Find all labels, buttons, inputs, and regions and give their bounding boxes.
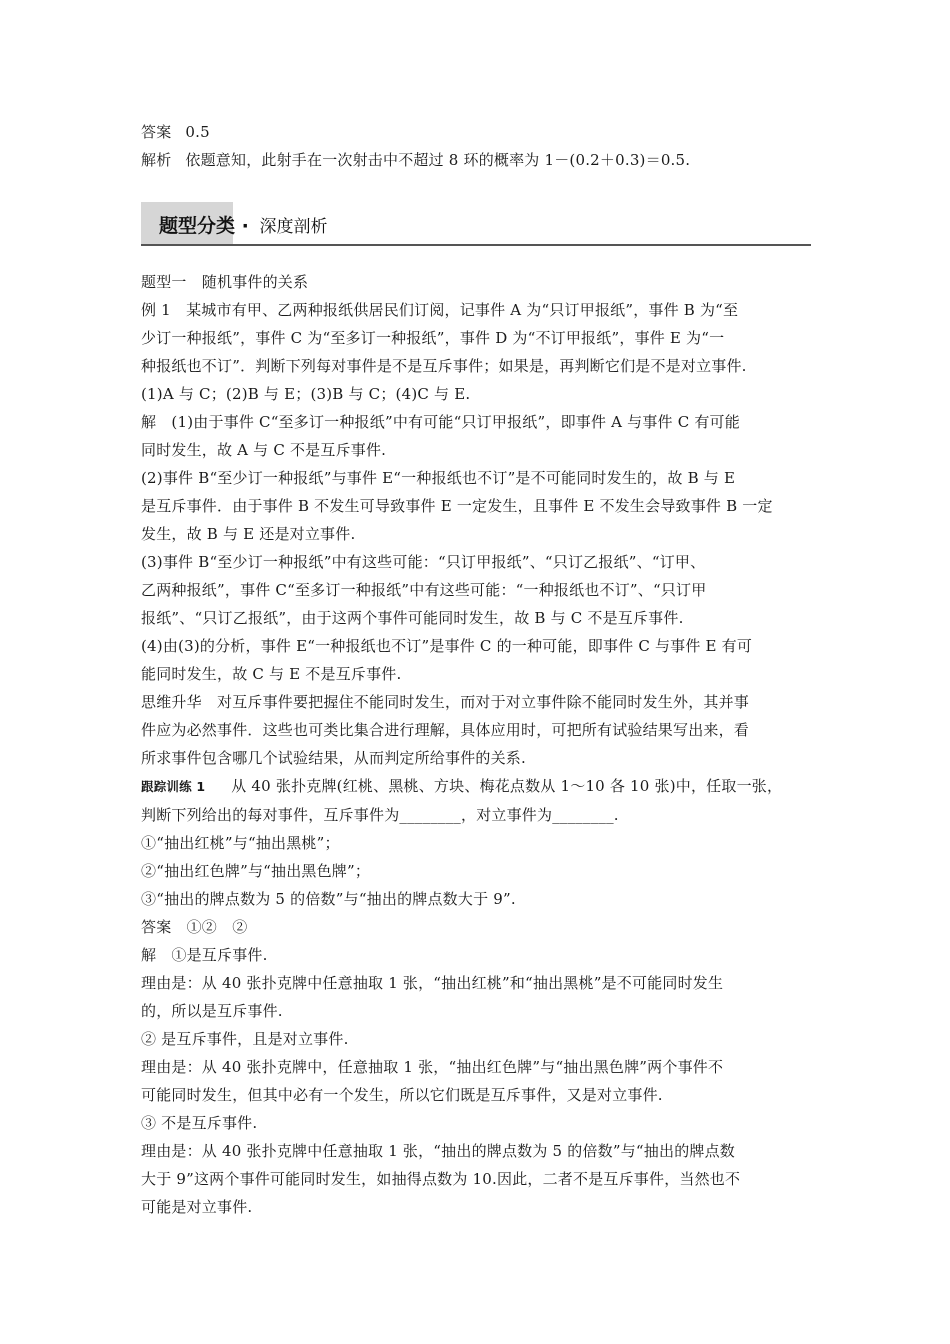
intro-block xyxy=(141,118,811,174)
text-line: 大于 9”这两个事件可能同时发生，如抽得点数为 10.因此，二者不是互斥事件，当然也不 xyxy=(141,1170,741,1188)
text-line: (4)由(3)的分析，事件 E“一种报纸也不订”是事件 C 的一种可能，即事件 C 与事件 E 有可 xyxy=(141,637,753,655)
answer-label: 答案 xyxy=(141,123,172,141)
text-line: ②“抽出红色牌”与“抽出黑色牌”； xyxy=(141,862,371,880)
text-line: 理由是：从 40 张扑克牌中任意抽取 1 张，“抽出红桃”和“抽出黑桃”是不可能同时发生 xyxy=(141,974,724,992)
text-line: 可能是对立事件. xyxy=(141,1198,253,1216)
analysis-text: 依题意知，此射手在一次射击中不超过 8 环的概率为 1－(0.2＋0.3)＝0.5. xyxy=(185,151,691,169)
text-line: 发生，故 B 与 E 还是对立事件. xyxy=(141,525,356,543)
section-subtitle: 深度剖析 xyxy=(259,217,328,237)
text-line: (1)A 与 C；(2)B 与 E；(3)B 与 C；(4)C 与 E. xyxy=(141,385,471,403)
section-title xyxy=(159,211,327,238)
practice-line xyxy=(141,772,811,801)
text-line: 理由是：从 40 张扑克牌中，任意抽取 1 张，“抽出红色牌”与“抽出黑色牌”两个事件不 xyxy=(141,1058,724,1076)
text-line: 例 1 某城市有甲、乙两种报纸供居民们订阅，记事件 A 为“只订甲报纸”，事件 B 为“至 xyxy=(141,301,739,319)
answer-line xyxy=(141,118,811,146)
text-line: 答案 ①② ② xyxy=(141,918,248,936)
text-line: (3)事件 B“至少订一种报纸”中有这些可能：“只订甲报纸”、“只订乙报纸”、“订甲、 xyxy=(141,553,706,571)
text-line: 思维升华 对互斥事件要把握住不能同时发生，而对于对立事件除不能同时发生外，其并事 xyxy=(141,693,750,711)
section-header xyxy=(141,202,811,246)
answer-value: 0.5 xyxy=(185,123,210,141)
practice-first-text: 从 40 张扑克牌(红桃、黑桃、方块、梅花点数从 1～10 各 10 张)中，任取一张， xyxy=(231,777,783,795)
text-line: 解 (1)由于事件 C“至多订一种报纸”中有可能“只订甲报纸”，即事件 A 与事件 C 有可能 xyxy=(141,413,740,431)
text-line: 理由是：从 40 张扑克牌中任意抽取 1 张，“抽出的牌点数为 5 的倍数”与“抽出的牌点数 xyxy=(141,1142,735,1160)
analysis-label: 解析 xyxy=(141,151,172,169)
text-line: 少订一种报纸”，事件 C 为“至多订一种报纸”，事件 D 为“不订甲报纸”，事件 E 为“一 xyxy=(141,329,725,347)
text-line: 件应为必然事件．这些也可类比集合进行理解，具体应用时，可把所有试验结果写出来，看 xyxy=(141,721,750,739)
analysis-line xyxy=(141,146,811,174)
text-line: 的，所以是互斥事件. xyxy=(141,1002,283,1020)
text-line: 是互斥事件．由于事件 B 不发生可导致事件 E 一定发生，且事件 E 不发生会导致事件 B 一定 xyxy=(141,497,773,515)
text-line: (2)事件 B“至少订一种报纸”与事件 E“一种报纸也不订”是不可能同时发生的，故 B 与 E xyxy=(141,469,736,487)
text-line: 解 ①是互斥事件. xyxy=(141,946,268,964)
section-title-main: 题型分类 xyxy=(159,215,236,237)
main-content xyxy=(141,268,811,1221)
text-line: 可能同时发生，但其中必有一个发生，所以它们既是互斥事件，又是对立事件. xyxy=(141,1086,663,1104)
practice-tag: 跟踪训练 1 xyxy=(141,779,206,794)
text-line: 能同时发生，故 C 与 E 不是互斥事件. xyxy=(141,665,402,683)
text-line: 报纸”、“只订乙报纸”，由于这两个事件可能同时发生，故 B 与 C 不是互斥事件. xyxy=(141,609,684,627)
text-line: ③ 不是互斥事件. xyxy=(141,1114,258,1132)
text-line: ①“抽出红桃”与“抽出黑桃”； xyxy=(141,834,340,852)
text-line: 所求事件包含哪几个试验结果，从而判定所给事件的关系. xyxy=(141,749,526,767)
text-line: 题型一 随机事件的关系 xyxy=(141,273,309,291)
text-line: 判断下列给出的每对事件，互斥事件为________，对立事件为________. xyxy=(141,806,619,824)
text-line: 乙两种报纸”，事件 C“至多订一种报纸”中有这些可能：“一种报纸也不订”、“只订甲 xyxy=(141,581,707,599)
section-title-dot: · xyxy=(241,215,249,237)
text-line: 同时发生，故 A 与 C 不是互斥事件. xyxy=(141,441,387,459)
text-line: ② 是互斥事件，且是对立事件. xyxy=(141,1030,349,1048)
text-line: ③“抽出的牌点数为 5 的倍数”与“抽出的牌点数大于 9”. xyxy=(141,890,516,908)
text-line: 种报纸也不订”．判断下列每对事件是不是互斥事件；如果是，再判断它们是不是对立事件. xyxy=(141,357,747,375)
